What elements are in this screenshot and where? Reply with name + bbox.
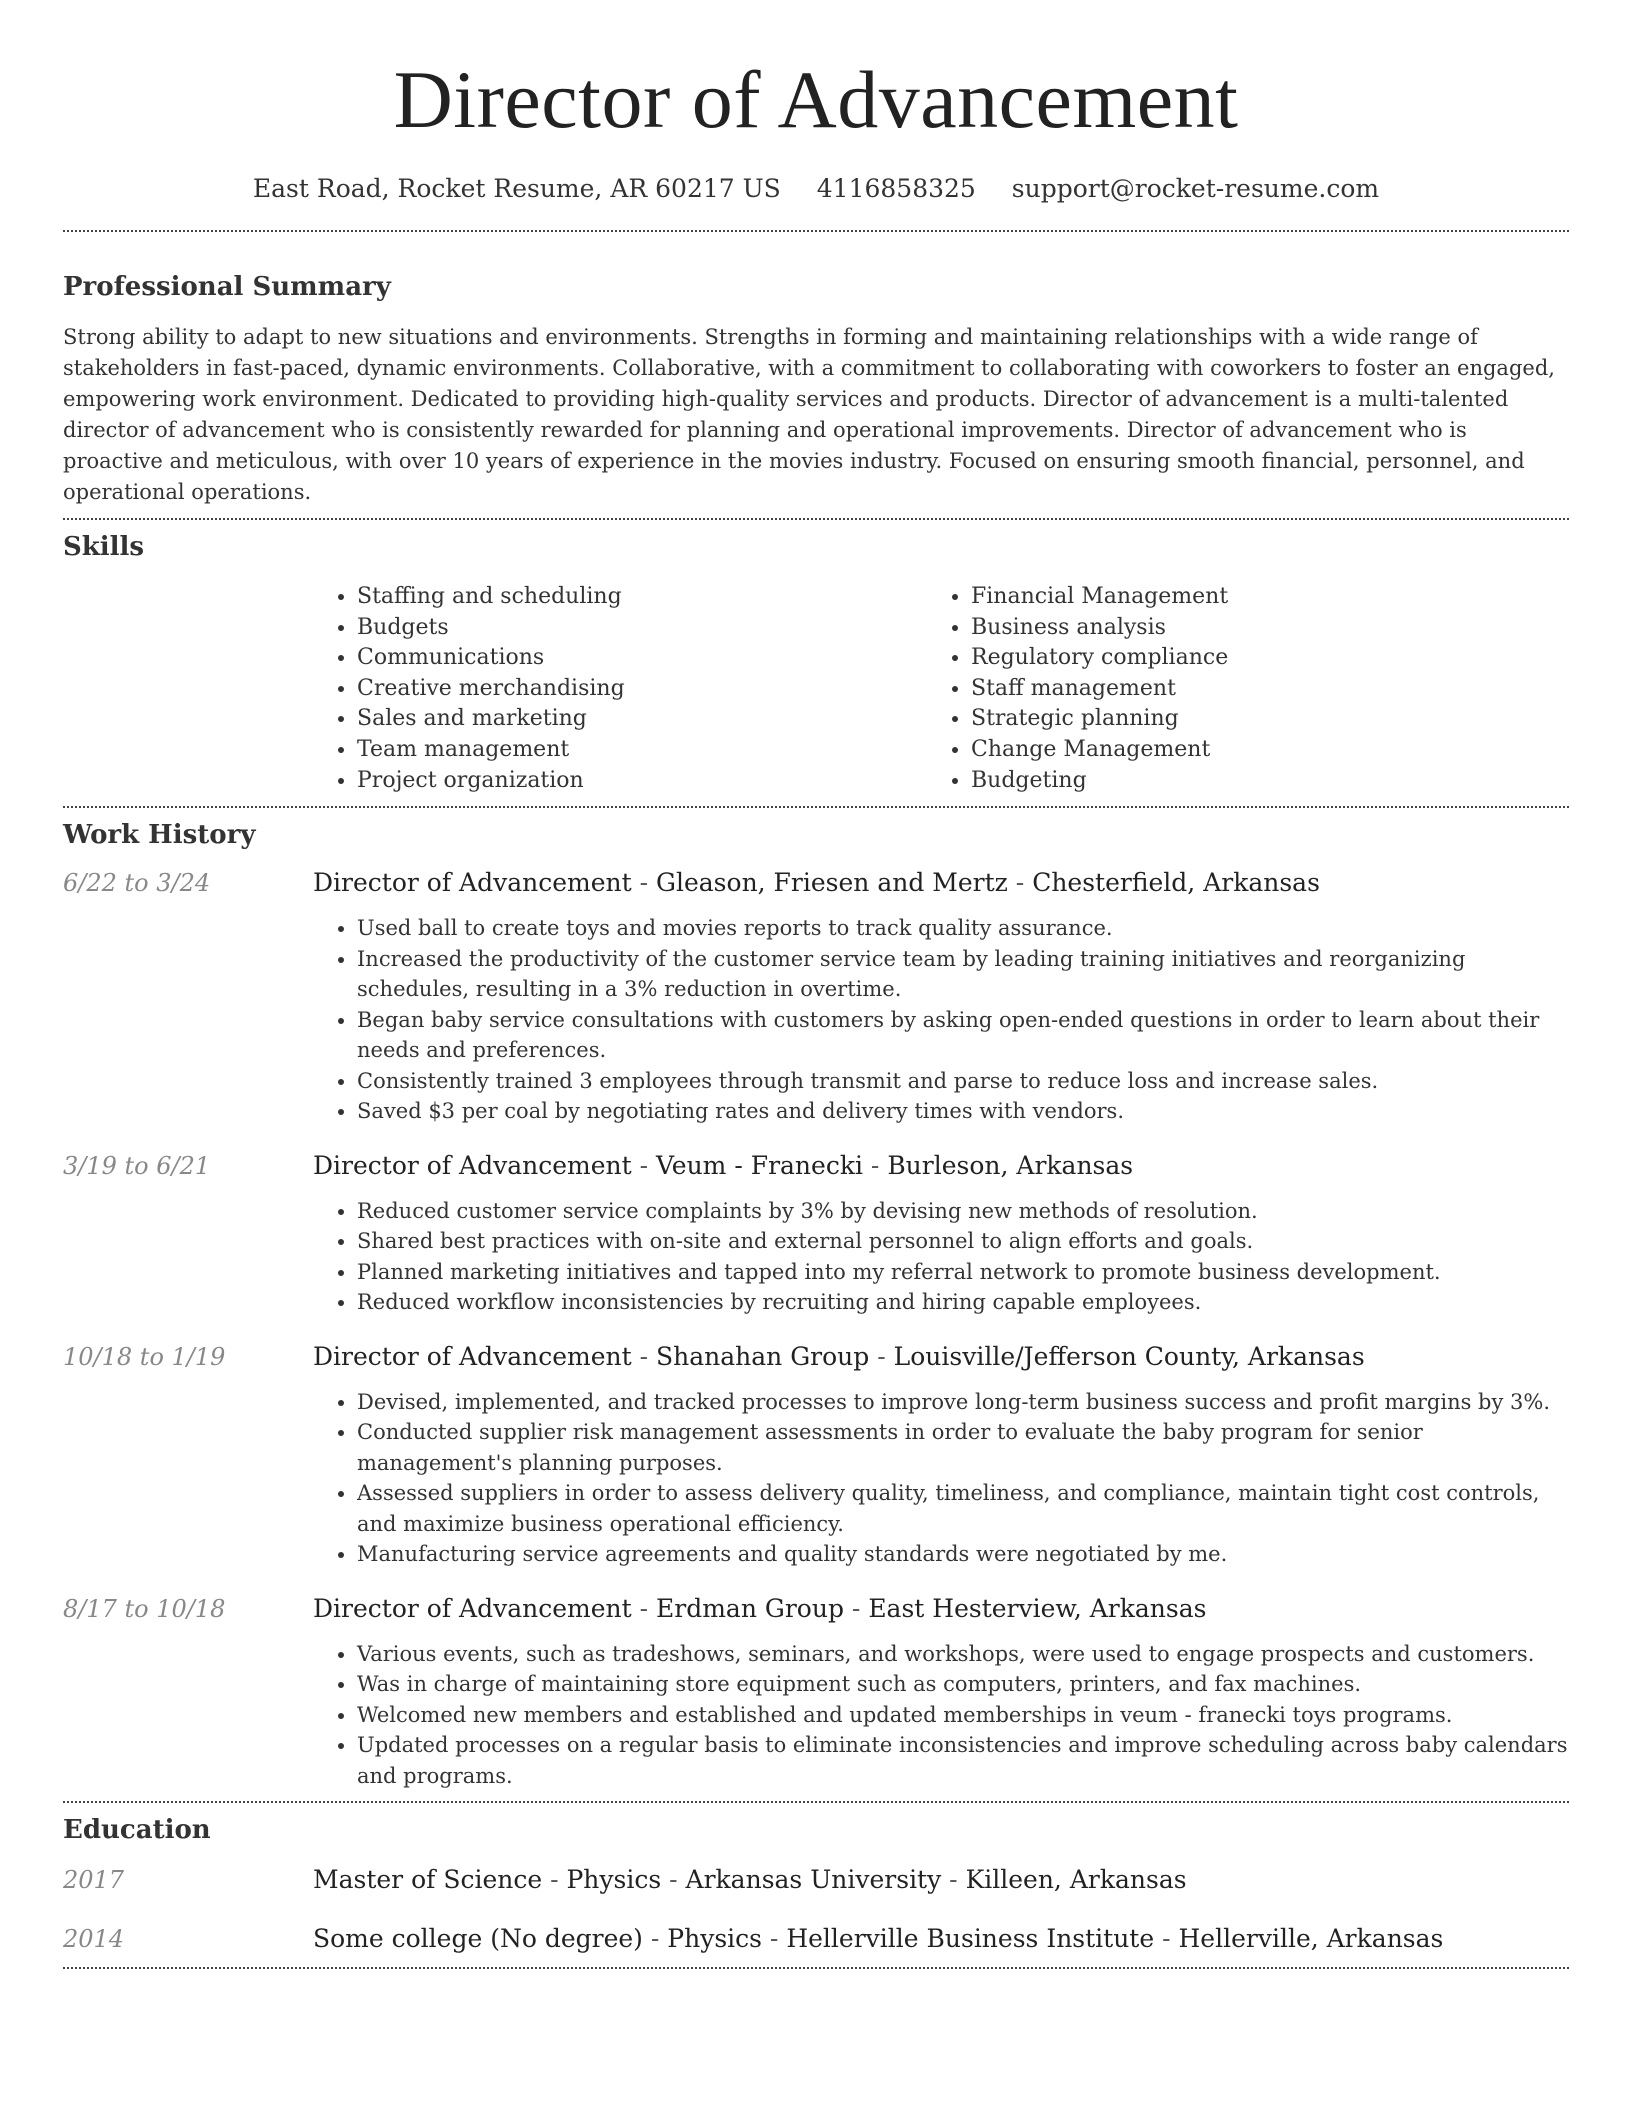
education-degree: Master of Science: [313, 1865, 543, 1895]
education-list: [63, 1865, 1569, 1953]
job-header: [63, 1342, 1569, 1371]
separator: -: [869, 1341, 894, 1371]
summary-text: Strong ability to adapt to new situations and environments. Strengths in forming and maintaining relationships with a wide range of stakeholders in fast-paced, dynamic environments. Collaborative, with a commitment to collaborating with coworkers to foster an engaged, empowering work environment. Dedicated to providing high-quality services and products. Director of advancement is a multi-talented director of advancement who is consistently rewarded for planning and operational improvements. Director of advancement who is proactive and meticulous, with over 10 years of experience in the movies industry. Focused on ensuring smooth financial, personnel, and operational operations.: [63, 325, 1555, 504]
job-dates: 6/22 to 3/24: [63, 869, 211, 898]
job-bullet: • Conducted supplier risk management assessments in order to evaluate the baby program for senior management's planning purposes.: [357, 1417, 1569, 1478]
job-bullet: • Planned marketing initiatives and tapped into my referral network to promote business development.: [357, 1257, 1569, 1288]
job-bullets: [313, 1387, 1569, 1570]
job-location: Louisville/Jefferson County, Arkansas: [893, 1341, 1365, 1371]
job-bullet: • Updated processes on a regular basis to eliminate inconsistencies and improve scheduling across baby calendars and programs.: [357, 1730, 1569, 1791]
education-entry: [63, 1865, 1569, 1894]
separator: -: [862, 1150, 888, 1180]
separator: -: [761, 1924, 787, 1954]
job-title: [313, 1151, 1133, 1180]
divider: [63, 806, 1569, 808]
job-dates: 10/18 to 1/19: [63, 1342, 226, 1371]
job-company: Veum - Franecki: [656, 1150, 863, 1180]
education-title: [313, 1924, 1443, 1953]
job-location: Chesterfield, Arkansas: [1032, 868, 1320, 898]
skill-item: • Sales and marketing: [357, 704, 927, 735]
job-title: [313, 1594, 1206, 1623]
job-bullet: • Consistently trained 3 employees through transmit and parse to reduce loss and increase sales.: [357, 1066, 1569, 1097]
education-title: [313, 1865, 1187, 1894]
contact-line: [63, 172, 1569, 206]
job-header: [63, 1151, 1569, 1180]
job-bullet: • Welcomed new members and established and updated memberships in veum - franecki toys programs.: [357, 1700, 1569, 1731]
job-header: [63, 868, 1569, 897]
skill-item: • Staff management: [971, 674, 1541, 705]
separator: -: [1007, 868, 1033, 898]
summary-section: [63, 270, 1569, 508]
job-company: Shanahan Group: [656, 1341, 870, 1371]
separator: -: [631, 868, 657, 898]
separator: -: [642, 1924, 668, 1954]
skill-item: • Regulatory compliance: [971, 643, 1541, 674]
contact-email: support@rocket-resume.com: [1011, 174, 1380, 203]
job-location: Burleson, Arkansas: [887, 1150, 1134, 1180]
education-heading: Education: [63, 1815, 211, 1846]
job-header: [63, 1594, 1569, 1623]
job-bullet: • Reduced customer service complaints by 3% by devising new methods of resolution.: [357, 1196, 1569, 1227]
job-entry: [63, 1342, 1569, 1570]
separator: -: [631, 1150, 657, 1180]
job-company: Gleason, Friesen and Mertz: [656, 868, 1008, 898]
job-bullets: [313, 1196, 1569, 1318]
contact-phone: 4116858325: [816, 174, 976, 203]
resume-title: Director of Advancement: [393, 54, 1239, 145]
job-bullet: • Shared best practices with on-site and external personnel to align efforts and goals.: [357, 1226, 1569, 1257]
skill-item: • Budgeting: [971, 766, 1541, 797]
job-bullet: • Saved $3 per coal by negotiating rates and delivery times with vendors.: [357, 1096, 1569, 1127]
summary-heading: Professional Summary: [63, 272, 391, 302]
job-bullet: • Began baby service consultations with customers by asking open-ended questions in order to learn about their needs and preferences.: [357, 1005, 1569, 1066]
job-position: Director of Advancement: [313, 868, 632, 898]
skill-item: • Communications: [357, 643, 927, 674]
separator: -: [843, 1593, 869, 1623]
education-school: Arkansas University: [685, 1865, 942, 1895]
education-degree: Some college (No degree): [313, 1924, 643, 1954]
job-position: Director of Advancement: [313, 1341, 632, 1371]
education-field: Physics: [566, 1865, 662, 1895]
skill-item: • Change Management: [971, 735, 1541, 766]
job-position: Director of Advancement: [313, 1593, 632, 1623]
skill-item: • Staffing and scheduling: [357, 582, 927, 613]
separator: -: [542, 1865, 567, 1895]
education-year: 2014: [63, 1925, 125, 1954]
job-bullet: • Increased the productivity of the customer service team by leading training initiatives and reorganizing schedules, resulting in a 3% reduction in overtime.: [357, 944, 1569, 1005]
job-bullet: • Devised, implemented, and tracked processes to improve long-term business success and profit margins by 3%.: [357, 1387, 1569, 1418]
separator: -: [631, 1593, 657, 1623]
skill-item: • Financial Management: [971, 582, 1541, 613]
job-title: [313, 1342, 1365, 1371]
divider: [63, 1801, 1569, 1803]
job-bullets: [313, 1639, 1569, 1792]
education-location: Killeen, Arkansas: [965, 1865, 1187, 1895]
skills-columns: [313, 582, 1569, 796]
divider: [63, 1967, 1569, 1969]
separator: -: [1154, 1924, 1179, 1954]
job-bullet: • Was in charge of maintaining store equipment such as computers, printers, and fax machines.: [357, 1669, 1569, 1700]
divider: [63, 230, 1569, 232]
skills-list-left: [313, 582, 927, 796]
job-bullets: [313, 913, 1569, 1127]
skill-item: • Creative merchandising: [357, 674, 927, 705]
skill-item: • Business analysis: [971, 613, 1541, 644]
job-bullet: • Reduced workflow inconsistencies by recruiting and hiring capable employees.: [357, 1287, 1569, 1318]
job-entry: [63, 1151, 1569, 1318]
job-position: Director of Advancement: [313, 1150, 632, 1180]
job-bullet: • Assessed suppliers in order to assess delivery quality, timeliness, and compliance, maintain tight cost controls, and maximize business operational efficiency.: [357, 1478, 1569, 1539]
work-list: [63, 868, 1569, 1791]
separator: -: [661, 1865, 686, 1895]
job-location: East Hesterview, Arkansas: [868, 1593, 1207, 1623]
skills-section: [63, 530, 1569, 796]
skill-item: • Budgets: [357, 613, 927, 644]
education-location: Hellerville, Arkansas: [1178, 1924, 1444, 1954]
education-field: Physics: [667, 1924, 762, 1954]
skill-item: • Team management: [357, 735, 927, 766]
job-bullet: • Used ball to create toys and movies reports to track quality assurance.: [357, 913, 1569, 944]
job-company: Erdman Group: [656, 1593, 844, 1623]
education-year: 2017: [63, 1866, 125, 1895]
education-section: [63, 1813, 1569, 1953]
education-school: Hellerville Business Institute: [786, 1924, 1155, 1954]
skill-item: • Project organization: [357, 766, 927, 797]
job-dates: 3/19 to 6/21: [63, 1151, 211, 1180]
job-title: [313, 868, 1320, 897]
skill-item: • Strategic planning: [971, 704, 1541, 735]
job-bullet: • Manufacturing service agreements and quality standards were negotiated by me.: [357, 1539, 1569, 1570]
contact-address: East Road, Rocket Resume, AR 60217 US: [252, 174, 781, 203]
job-entry: [63, 868, 1569, 1127]
skills-heading: Skills: [63, 532, 145, 562]
job-dates: 8/17 to 10/18: [63, 1594, 226, 1623]
job-entry: [63, 1594, 1569, 1792]
work-section: [63, 818, 1569, 1791]
education-entry: [63, 1924, 1569, 1953]
work-heading: Work History: [63, 820, 256, 851]
divider: [63, 518, 1569, 520]
skills-list-right: [927, 582, 1541, 796]
separator: -: [941, 1865, 966, 1895]
job-bullet: • Various events, such as tradeshows, seminars, and workshops, were used to engage prospects and customers.: [357, 1639, 1569, 1670]
separator: -: [631, 1341, 657, 1371]
